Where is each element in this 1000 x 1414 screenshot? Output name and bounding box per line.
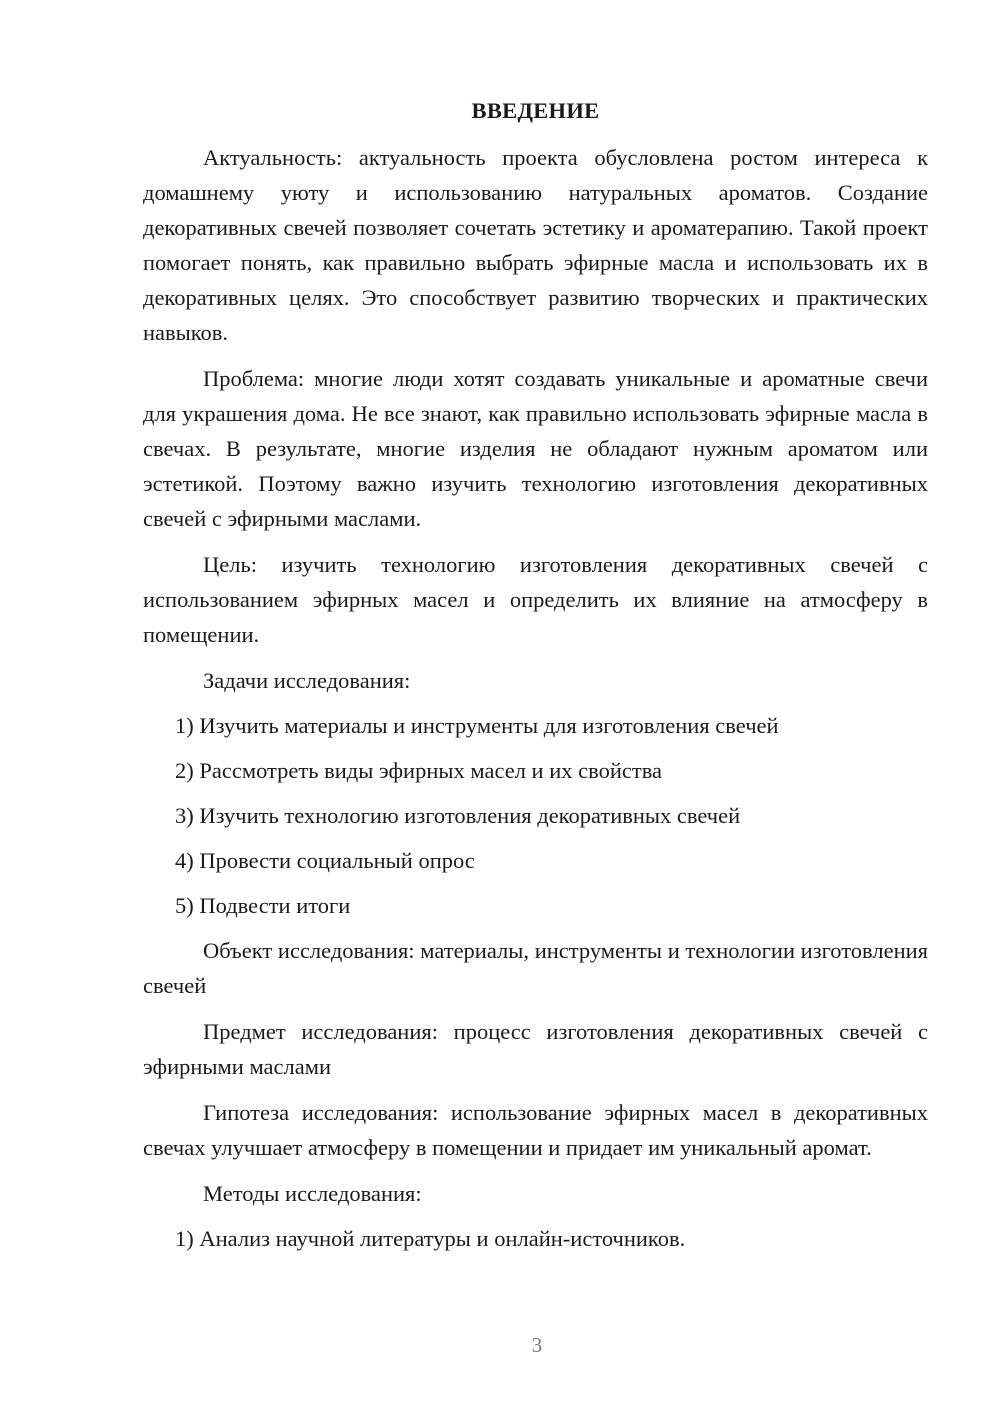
object-paragraph: Объект исследования: материалы, инструменты и технологии изготовления свечей [143,938,928,998]
problem-paragraph: Проблема: многие люди хотят создавать уникальные и ароматные свечи для украшения дома. Не все знают, как правильно использовать эфирные масла в свечах. В результате, многие изделия не обладают нужным ароматом или эстетикой. Поэтому важно изучить технологию изготовления декоративных свечей с эфирными маслами. [143,366,928,531]
page-number: 3 [531,1333,543,1357]
section-heading: ВВЕДЕНИЕ [471,98,600,123]
list-item: 1) Анализ научной литературы и онлайн-источников. [175,1226,686,1251]
list-item: 3) Изучить технологию изготовления декоративных свечей [175,803,741,828]
list-item: 5) Подвести итоги [175,893,351,918]
goal-paragraph: Цель: изучить технологию изготовления декоративных свечей с использованием эфирных масел и определить их влияние на атмосферу в помещении. [143,552,928,647]
subject-paragraph: Предмет исследования: процесс изготовления декоративных свечей с эфирными маслами [143,1019,928,1079]
tasks-list [143,708,928,923]
list-item: 1) Изучить материалы и инструменты для изготовления свечей [175,713,779,738]
relevance-paragraph: Актуальность: актуальность проекта обусловлена ростом интереса к домашнему уюту и использованию натуральных ароматов. Создание декоративных свечей позволяет сочетать эстетику и ароматерапию. Такой проект помогает понять, как правильно выбрать эфирные масла и использовать их в декоративных целях. Это способствует развитию творческих и практических навыков. [143,145,928,345]
list-item: 2) Рассмотреть виды эфирных масел и их свойства [175,758,663,783]
list-item: 4) Провести социальный опрос [175,848,475,873]
page-content [143,96,928,1266]
tasks-title: Задачи исследования: [203,668,411,693]
methods-title: Методы исследования: [203,1181,422,1206]
hypothesis-paragraph: Гипотеза исследования: использование эфирных масел в декоративных свечах улучшает атмосферу в помещении и придает им уникальный аромат. [143,1100,928,1160]
methods-list [143,1221,928,1256]
